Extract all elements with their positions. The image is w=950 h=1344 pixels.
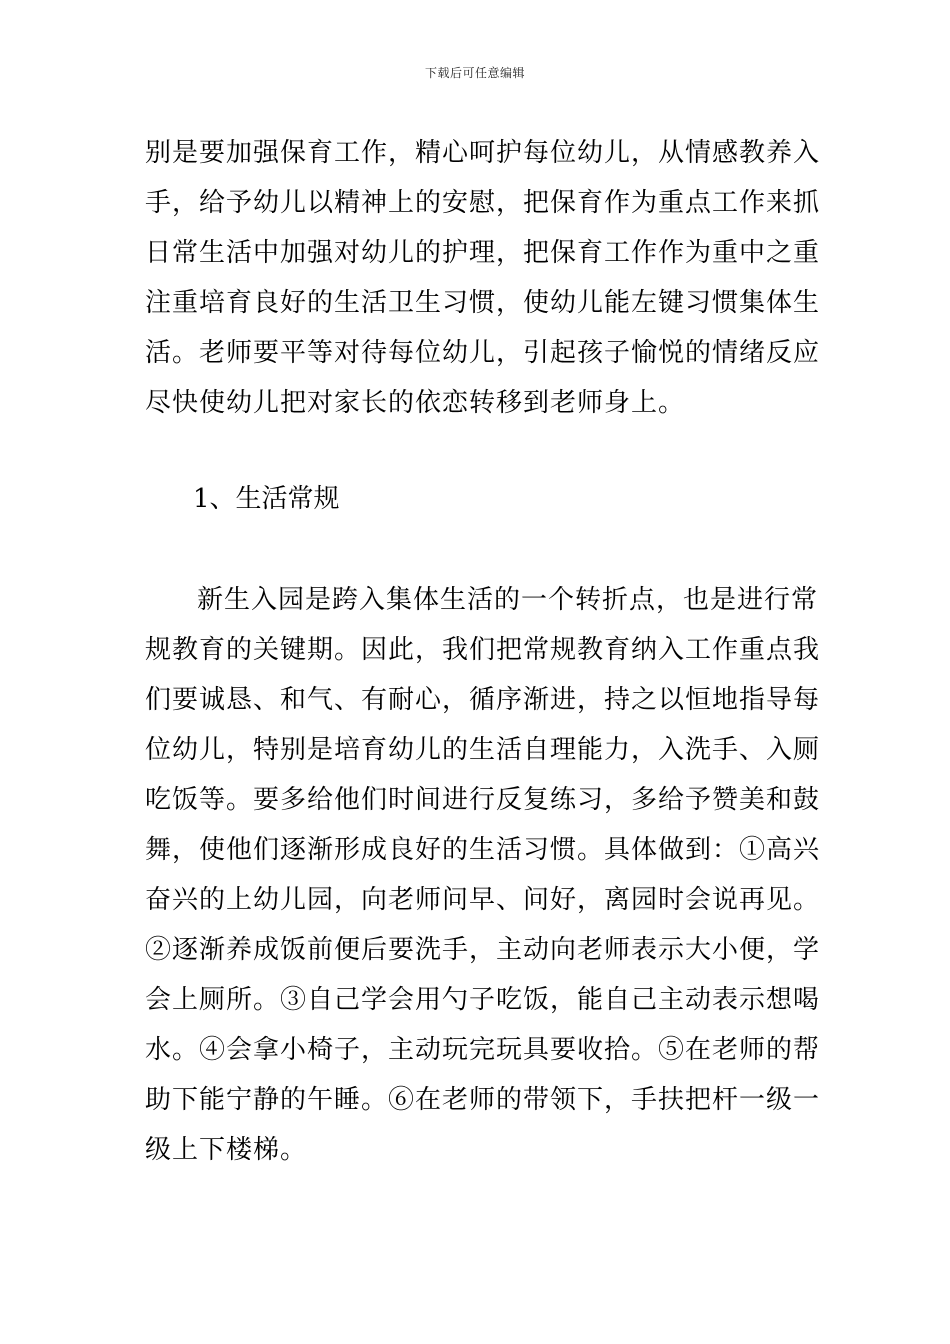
text-line: 助下能宁静的午睡。⑥在老师的带领下，手扶把杆一级一 (145, 1085, 821, 1115)
text-line: 新生入园是跨入集体生活的一个转折点，也是进行常 (197, 585, 819, 615)
text-line: 别是要加强保育工作，精心呵护每位幼儿，从情感教养入 (145, 138, 821, 168)
text-line: 会上厕所。③自己学会用勺子吃饭，能自己主动表示想喝 (145, 985, 821, 1015)
section-heading: 1、生活常规 (193, 484, 340, 514)
text-line: 级上下楼梯。 (145, 1135, 308, 1165)
text-line: 活。老师要平等对待每位幼儿，引起孩子愉悦的情绪反应 (145, 338, 821, 368)
text-line: ②逐渐养成饭前便后要洗手，主动向老师表示大小便，学 (145, 935, 821, 965)
text-line: 尽快使幼儿把对家长的依恋转移到老师身上。 (145, 388, 686, 418)
text-line: 规教育的关键期。因此，我们把常规教育纳入工作重点我 (145, 635, 821, 665)
text-line: 奋兴的上幼儿园，向老师问早、问好，离园时会说再见。 (145, 885, 821, 915)
text-line: 水。④会拿小椅子，主动玩完玩具要收拾。⑤在老师的帮 (145, 1035, 821, 1065)
text-line: 注重培育良好的生活卫生习惯，使幼儿能左键习惯集体生 (145, 288, 821, 318)
text-line: 们要诚恳、和气、有耐心，循序渐进，持之以恒地指导每 (145, 685, 821, 715)
text-line: 日常生活中加强对幼儿的护理，把保育工作作为重中之重 (145, 238, 821, 268)
paragraph-1 (145, 128, 821, 428)
text-line: 手，给予幼儿以精神上的安慰，把保育作为重点工作来抓 (145, 188, 821, 218)
page-header: 下载后可任意编辑 (424, 66, 525, 80)
paragraph-2 (145, 575, 821, 1175)
text-line: 位幼儿，特别是培育幼儿的生活自理能力，入洗手、入厕 (145, 735, 821, 765)
text-line: 舞，使他们逐渐形成良好的生活习惯。具体做到：①高兴 (145, 835, 821, 865)
text-line: 吃饭等。要多给他们时间进行反复练习，多给予赞美和鼓 (145, 785, 821, 815)
